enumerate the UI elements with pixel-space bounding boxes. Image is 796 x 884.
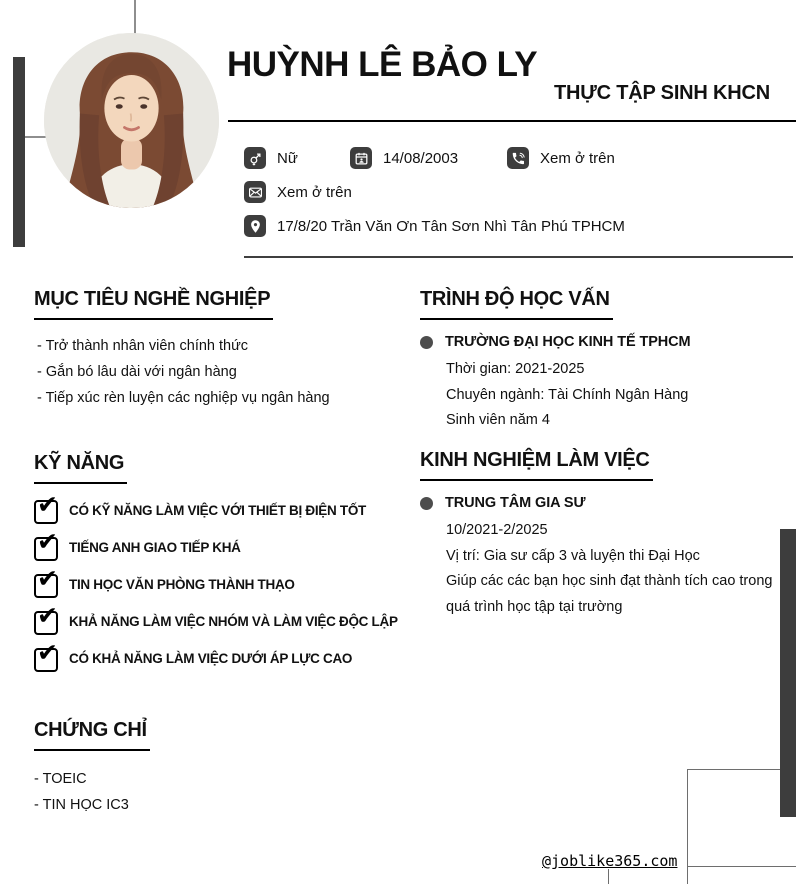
list-item: - Gắn bó lâu dài với ngân hàng <box>37 364 237 380</box>
list-item: - TIN HỌC IC3 <box>34 797 129 813</box>
contact-row-3 <box>244 215 793 237</box>
skills-list <box>34 490 400 672</box>
detail-line: Vị trí: Gia sư cấp 3 và luyện thi Đại Học <box>446 547 700 564</box>
skill-item: ✔ TIN HỌC VĂN PHÒNG THÀNH THẠO <box>34 573 400 598</box>
birthday-value: 14/08/2003 <box>383 149 459 167</box>
bullet-icon <box>420 497 433 510</box>
profile-photo <box>44 33 219 208</box>
bullet-icon <box>420 336 433 349</box>
portrait-illustration <box>44 33 219 208</box>
checkbox-checked-icon: ✔ <box>34 611 58 635</box>
contact-birthday <box>350 147 507 169</box>
contact-address <box>244 215 625 237</box>
contact-divider <box>244 256 793 258</box>
email-icon <box>244 181 266 203</box>
skill-item: ✔ CÓ KHẢ NĂNG LÀM VIỆC DƯỚI ÁP LỰC CAO <box>34 647 400 672</box>
left-dark-bar <box>13 57 25 247</box>
certificates-heading: CHỨNG CHỈ <box>34 719 150 751</box>
skill-item: ✔ TIẾNG ANH GIAO TIẾP KHÁ <box>34 536 400 561</box>
checkbox-checked-icon: ✔ <box>34 648 58 672</box>
contact-row-1 <box>244 147 793 169</box>
section-education <box>420 288 792 434</box>
skill-item: ✔ CÓ KỸ NĂNG LÀM VIỆC VỚI THIẾT BỊ ĐIỆN TỐT <box>34 499 400 524</box>
section-objectives <box>34 288 394 411</box>
school-name: TRƯỜNG ĐẠI HỌC KINH TẾ TPHCM <box>445 334 691 350</box>
section-skills <box>34 452 400 684</box>
location-icon <box>244 215 266 237</box>
detail-line: Thời gian: 2021-2025 <box>446 361 585 377</box>
detail-line: 10/2021-2/2025 <box>446 522 548 538</box>
calendar-icon <box>350 147 372 169</box>
bottom-right-frame-bottom-line <box>687 866 796 867</box>
checkbox-checked-icon: ✔ <box>34 500 58 524</box>
contact-row-2 <box>244 181 793 203</box>
certificates-list <box>34 766 394 818</box>
candidate-name: HUỲNH LÊ BẢO LY <box>227 45 538 85</box>
top-vertical-line <box>134 0 136 34</box>
experience-entry <box>420 495 792 620</box>
objectives-list <box>34 333 394 411</box>
gender-icon <box>244 147 266 169</box>
company-name: TRUNG TÂM GIA SƯ <box>445 495 586 511</box>
job-title: THỰC TẬP SINH KHCN <box>554 82 770 104</box>
contact-email <box>244 181 352 203</box>
section-experience <box>420 449 792 620</box>
gender-value: Nữ <box>277 149 298 167</box>
list-item: - TOEIC <box>34 771 87 787</box>
experience-details <box>446 518 792 620</box>
section-certificates <box>34 719 394 818</box>
checkbox-checked-icon: ✔ <box>34 537 58 561</box>
bottom-stub-line <box>608 869 609 884</box>
contact-phone <box>507 147 615 169</box>
education-entry <box>420 334 792 434</box>
list-item: - Tiếp xúc rèn luyện các nghiệp vụ ngân hàng <box>37 390 330 406</box>
detail-line: Chuyên ngành: Tài Chính Ngân Hàng <box>446 386 689 403</box>
education-heading: TRÌNH ĐỘ HỌC VẤN <box>420 288 613 320</box>
skills-heading: KỸ NĂNG <box>34 452 127 484</box>
phone-icon <box>507 147 529 169</box>
skill-item: ✔ KHẢ NĂNG LÀM VIỆC NHÓM VÀ LÀM VIỆC ĐỘC LẬP <box>34 610 400 635</box>
experience-heading: KINH NGHIỆM LÀM VIỆC <box>420 449 653 481</box>
right-dark-bar <box>780 529 796 817</box>
contact-block <box>244 147 793 249</box>
header-divider <box>228 120 796 122</box>
objectives-heading: MỤC TIÊU NGHỀ NGHIỆP <box>34 288 273 320</box>
detail-line: Sinh viên năm 4 <box>446 412 550 428</box>
watermark: @joblike365.com <box>542 852 678 870</box>
checkbox-checked-icon: ✔ <box>34 574 58 598</box>
phone-value: Xem ở trên <box>540 149 615 167</box>
detail-line: Giúp các các bạn học sinh đạt thành tích cao trong quá trình học tập tại trường <box>446 573 773 615</box>
address-value: 17/8/20 Trần Văn Ơn Tân Sơn Nhì Tân Phú TPHCM <box>277 217 625 235</box>
left-horizontal-line <box>25 136 47 138</box>
education-details <box>446 357 792 434</box>
email-value: Xem ở trên <box>277 183 352 201</box>
contact-gender <box>244 147 350 169</box>
list-item: - Trở thành nhân viên chính thức <box>37 338 249 354</box>
